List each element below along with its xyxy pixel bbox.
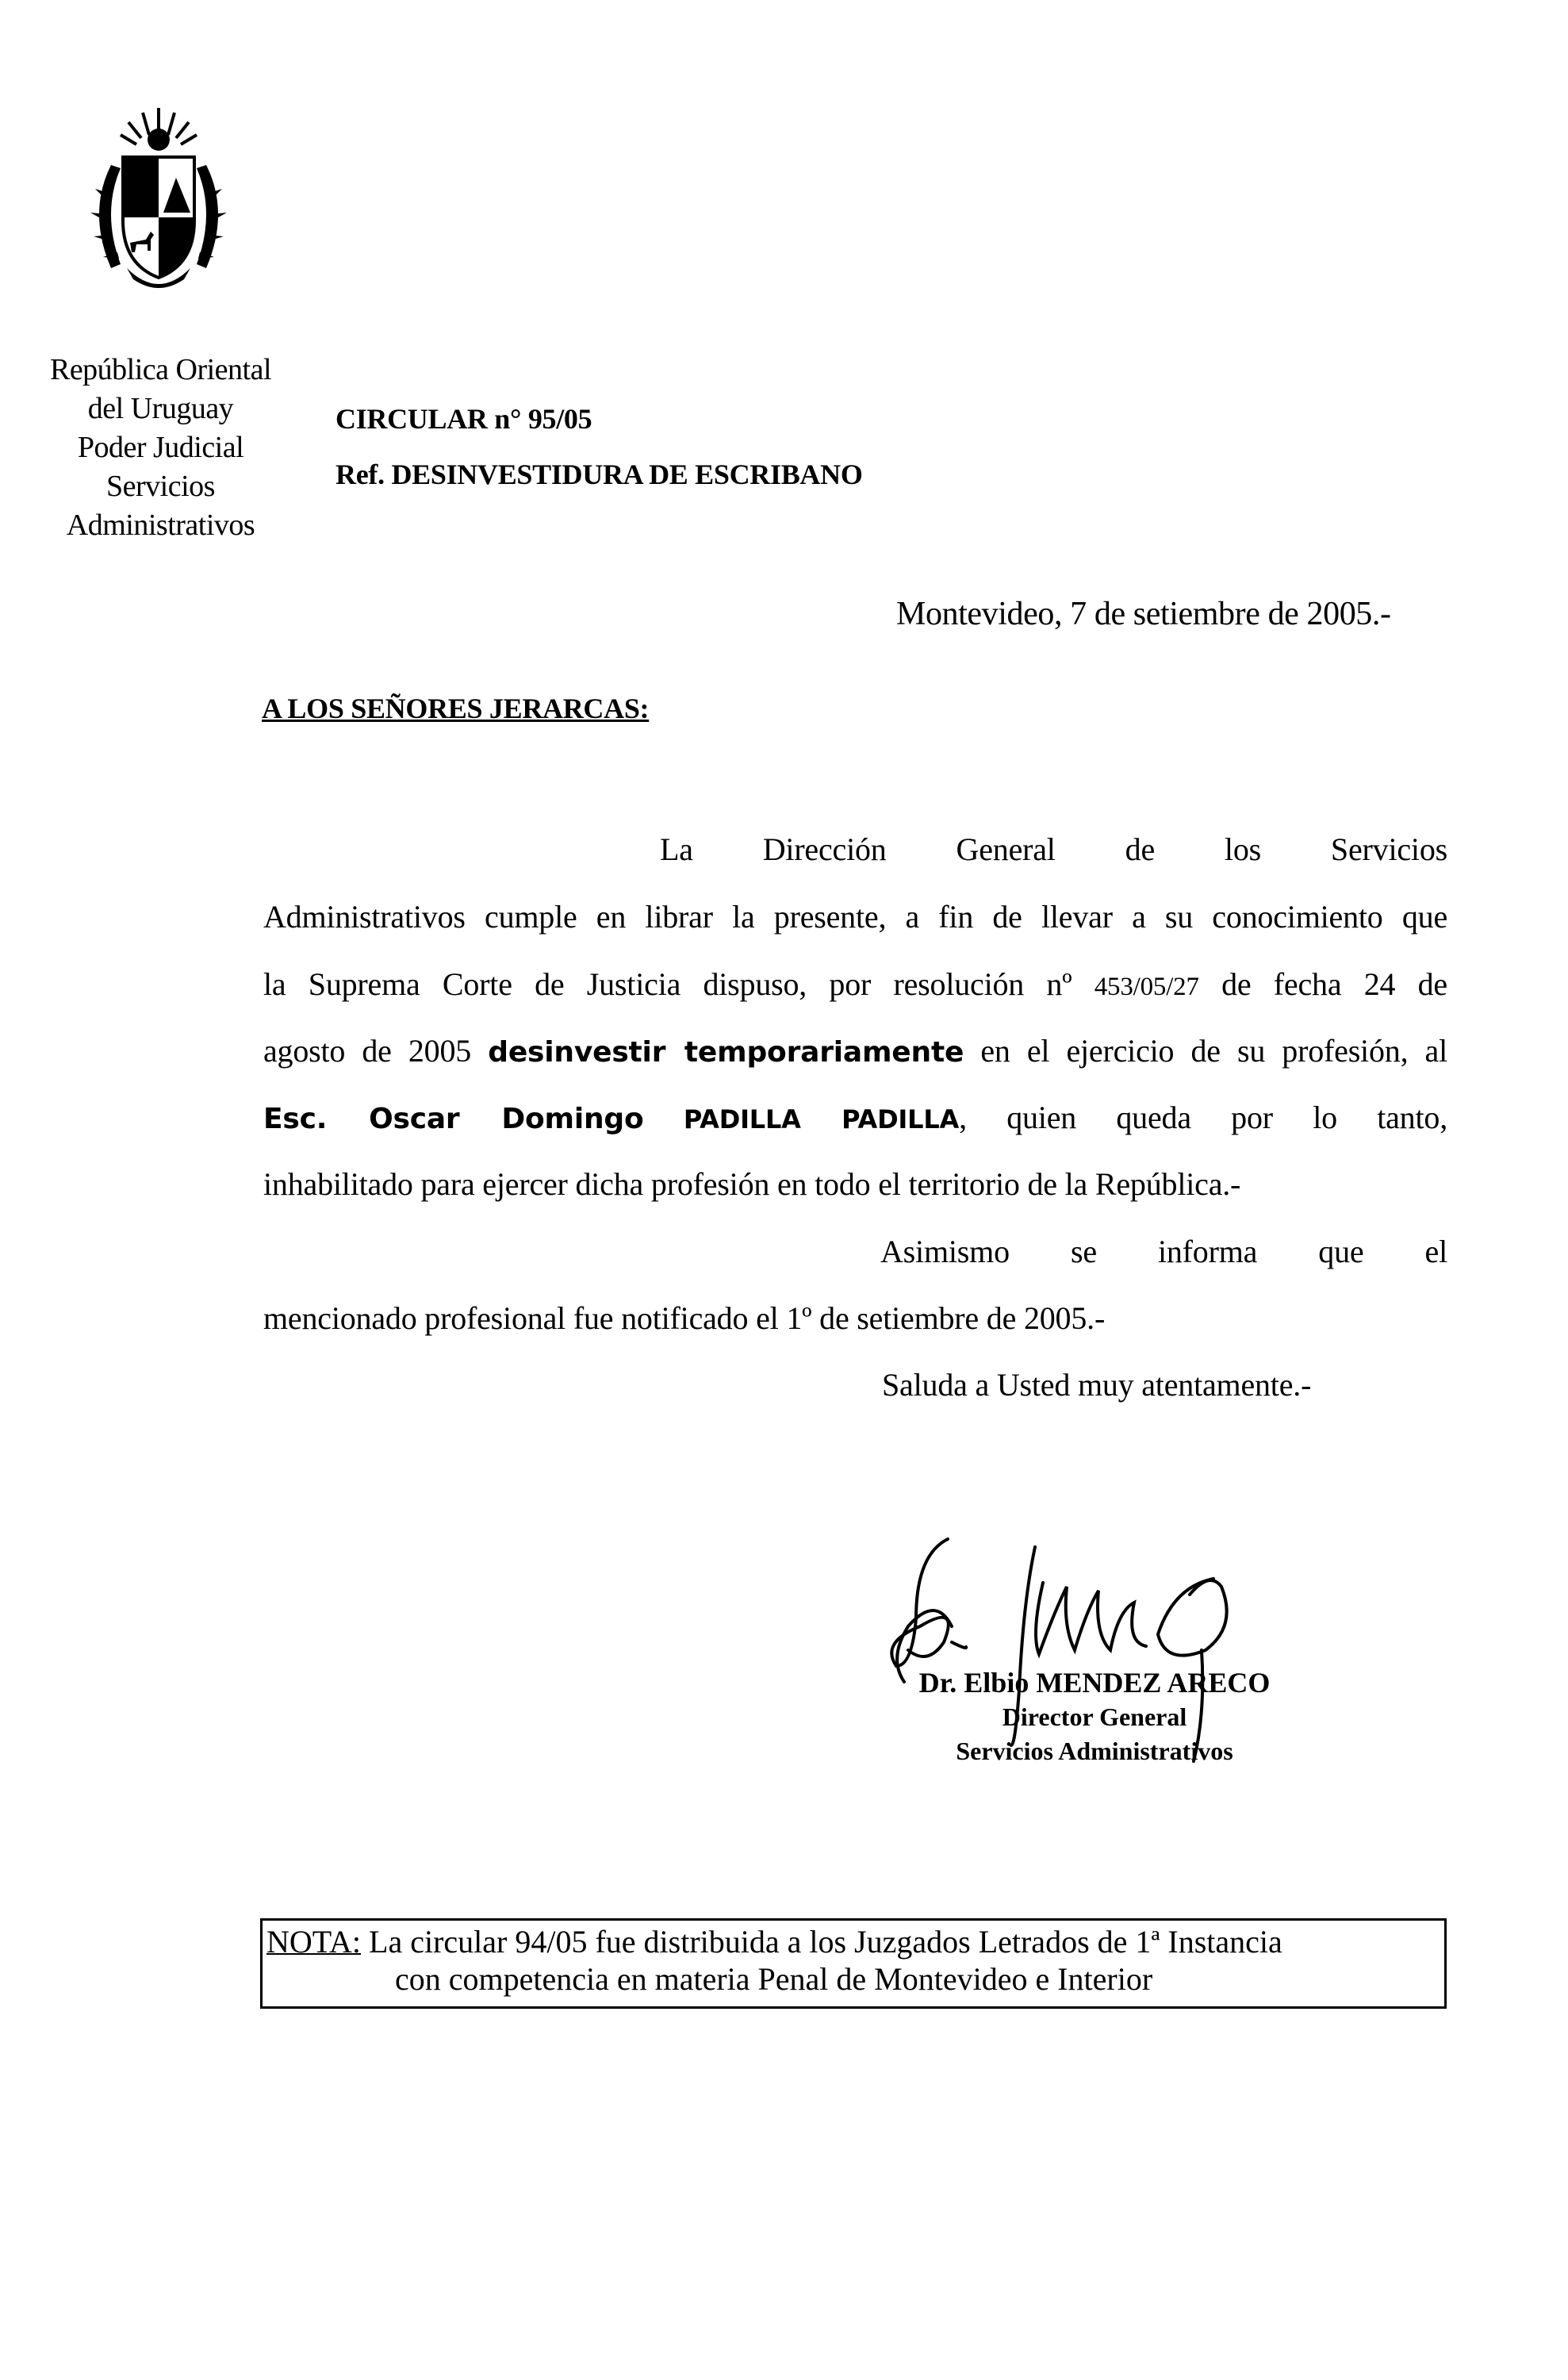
body-text: la Suprema Corte de Justicia dispuso, por resolución nº <box>263 966 1072 1002</box>
body-line <box>263 965 1447 1007</box>
body-line <box>880 1232 1447 1272</box>
emphasis-text: desinvestir temporariamente <box>488 1036 964 1069</box>
body-line: inhabilitado para ejercer dicha profesión en todo el territorio de la República.- <box>263 1166 1241 1202</box>
body-text: La Dirección General de los Servicios <box>660 831 1447 867</box>
body-line <box>263 1098 1447 1139</box>
nota-text: La circular 94/05 fue distribuida a los Juzgados Letrados de 1ª Instancia <box>369 1924 1282 1960</box>
closing-line: Saluda a Usted muy atentamente.- <box>882 1367 1312 1403</box>
nota-box <box>260 1918 1447 2009</box>
date-line: Montevideo, 7 de setiembre de 2005.- <box>896 596 1391 632</box>
notary-name: Esc. Oscar Domingo <box>263 1103 644 1135</box>
organization-header <box>24 351 297 545</box>
notary-surname: PADILLA PADILLA <box>683 1104 960 1134</box>
circular-number: CIRCULAR n° 95/05 <box>335 403 592 435</box>
signature-block <box>888 1666 1301 1768</box>
org-line: Administrativos <box>66 509 255 542</box>
uruguay-coat-of-arms-icon <box>79 102 238 301</box>
nota-line <box>266 1923 1444 1960</box>
body-line <box>263 897 1447 937</box>
body-line: mencionado profesional fue notificado el 1º de setiembre de 2005.- <box>263 1300 1106 1336</box>
signatory-name: Dr. Elbio MENDEZ ARECO <box>918 1667 1271 1699</box>
resolution-number: 453/05/27 <box>1094 973 1199 1001</box>
body-line <box>263 1031 1447 1073</box>
body-text: agosto de 2005 <box>263 1033 472 1069</box>
body-text: Administrativos cumple en librar la presente, a fin de llevar a su conocimiento que <box>263 899 1447 935</box>
nota-line: con competencia en materia Penal de Montevideo e Interior <box>395 1961 1153 1997</box>
body-text: , quien queda por lo tanto, <box>959 1100 1447 1135</box>
body-line <box>660 830 1447 869</box>
org-line: del Uruguay <box>87 392 234 425</box>
signatory-department: Servicios Administrativos <box>956 1737 1233 1765</box>
reference-line: Ref. DESINVESTIDURA DE ESCRIBANO <box>335 459 863 490</box>
salutation: A LOS SEÑORES JERARCAS: <box>262 693 650 724</box>
org-line: República Oriental <box>49 353 272 386</box>
nota-label: NOTA: <box>266 1924 362 1960</box>
body-text: en el ejercicio de su profesión, al <box>980 1033 1447 1069</box>
body-text: de fecha 24 de <box>1221 966 1447 1002</box>
signatory-title: Director General <box>1002 1702 1187 1731</box>
org-line: Poder Judicial <box>77 431 244 464</box>
org-line: Servicios <box>106 470 215 503</box>
body-text: Asimismo se informa que el <box>880 1234 1447 1269</box>
